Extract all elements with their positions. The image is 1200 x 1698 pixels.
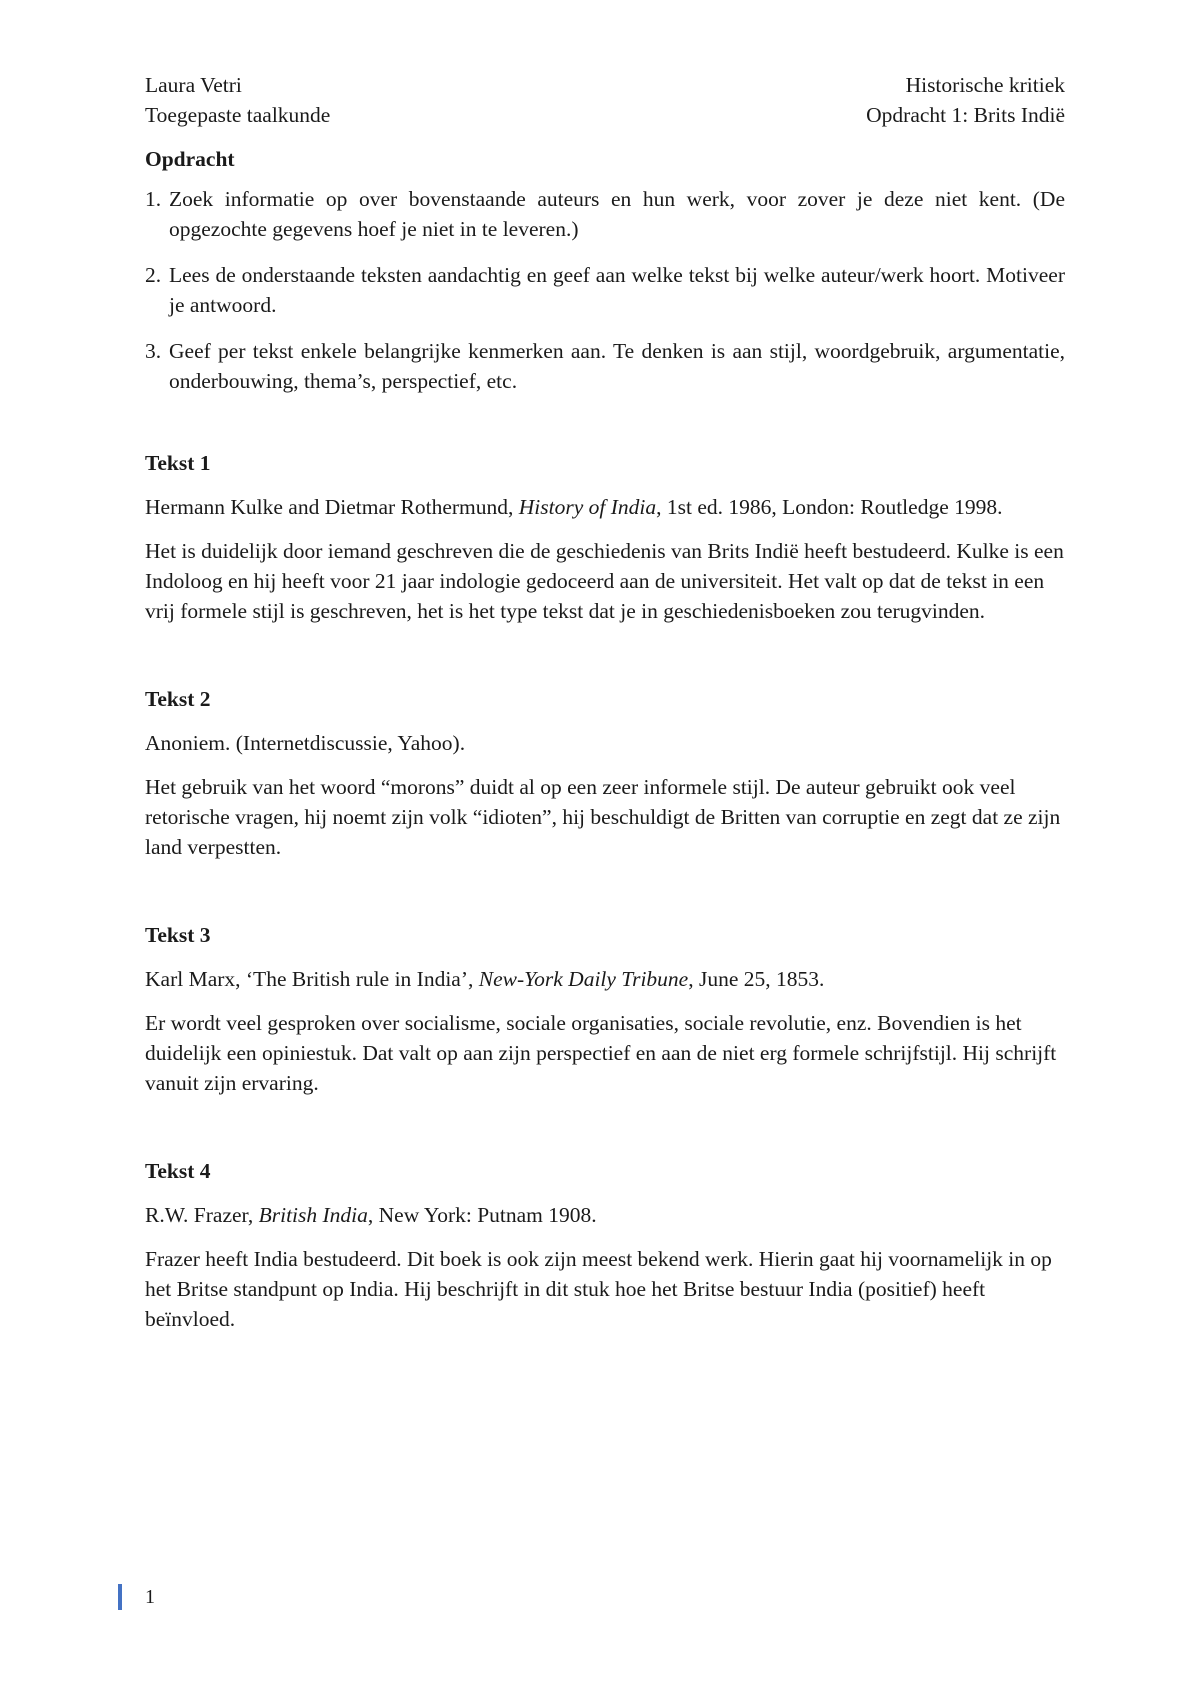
section-heading: Tekst 1 xyxy=(145,451,211,475)
page-content xyxy=(145,70,1065,1334)
subject-title: Historische kritiek xyxy=(905,73,1065,97)
assignment-item xyxy=(145,184,1065,244)
text-section-1 xyxy=(145,448,1065,626)
reference-title: History of India xyxy=(518,495,657,519)
item-number: 2. xyxy=(145,263,162,287)
section-body: Het is duidelijk door iemand geschreven die de geschiedenis van Brits Indië heeft bestudeerd. Kulke is een Indoloog en hij heeft voor 21 jaar indologie gedoceerd aan de universiteit. Het valt op dat de tekst in een vrij formele stijl is geschreven, het is het type tekst dat je in geschiedenisboeken zou terugvinden. xyxy=(145,539,1064,623)
reference-title: New-York Daily Tribune xyxy=(478,967,689,991)
page-header xyxy=(145,70,1065,130)
source-reference xyxy=(145,964,1065,994)
reference-title: British India xyxy=(258,1203,368,1227)
section-heading: Tekst 2 xyxy=(145,687,211,711)
section-body: Frazer heeft India bestudeerd. Dit boek is ook zijn meest bekend werk. Hierin gaat hij voornamelijk in op het Britse standpunt op India. Hij beschrijft in dit stuk hoe het Britse bestuur India (positief) heeft beïnvloed. xyxy=(145,1247,1052,1331)
source-reference xyxy=(145,1200,1065,1230)
assignment-title: Opdracht 1: Brits Indië xyxy=(866,103,1065,127)
reference-text: Hermann Kulke and Dietmar Rothermund, xyxy=(145,495,519,519)
reference-text: R.W. Frazer, xyxy=(145,1203,259,1227)
author-name: Laura Vetri xyxy=(145,73,242,97)
reference-text: Anoniem. (Internetdiscussie, Yahoo). xyxy=(145,731,466,755)
text-section-4 xyxy=(145,1156,1065,1334)
reference-text-end: , June 25, 1853. xyxy=(688,967,825,991)
header-right xyxy=(866,70,1065,130)
item-text: Zoek informatie op over bovenstaande auteurs en hun werk, voor zover je deze niet kent. (De opgezochte gegevens hoef je niet in te leveren.) xyxy=(169,187,1065,241)
assignment-heading: Opdracht xyxy=(145,147,235,171)
section-body: Er wordt veel gesproken over socialisme, sociale organisaties, sociale revolutie, enz. Bovendien is het duidelijk een opiniestuk. Dat valt op aan zijn perspectief en aan de niet erg formele schrijfstijl. Hij schrijft vanuit zijn ervaring. xyxy=(145,1011,1057,1095)
item-number: 1. xyxy=(145,187,162,211)
item-number: 3. xyxy=(145,339,162,363)
source-reference xyxy=(145,492,1065,522)
reference-text-end: , New York: Putnam 1908. xyxy=(367,1203,597,1227)
page-number: 1 xyxy=(145,1586,155,1608)
page-number-accent-bar xyxy=(118,1584,122,1610)
course-name: Toegepaste taalkunde xyxy=(145,103,331,127)
assignment-item xyxy=(145,336,1065,396)
item-text: Lees de onderstaande teksten aandachtig en geef aan welke tekst bij welke auteur/werk hoort. Motiveer je antwoord. xyxy=(169,263,1065,317)
reference-text: Karl Marx, ‘The British rule in India’, xyxy=(145,967,479,991)
text-section-3 xyxy=(145,920,1065,1098)
source-reference xyxy=(145,728,1065,758)
text-section-2 xyxy=(145,684,1065,862)
section-heading: Tekst 3 xyxy=(145,923,211,947)
item-text: Geef per tekst enkele belangrijke kenmerken aan. Te denken is aan stijl, woordgebruik, argumentatie, onderbouwing, thema’s, perspectief, etc. xyxy=(169,339,1065,393)
reference-text-end: , 1st ed. 1986, London: Routledge 1998. xyxy=(656,495,1003,519)
section-body: Het gebruik van het woord “morons” duidt al op een zeer informele stijl. De auteur gebruikt ook veel retorische vragen, hij noemt zijn volk “idioten”, hij beschuldigt de Britten van corruptie en zegt dat ze zijn land verpestten. xyxy=(145,775,1061,859)
assignment-list xyxy=(145,184,1065,396)
section-heading: Tekst 4 xyxy=(145,1159,211,1183)
header-left xyxy=(145,70,330,130)
assignment-item xyxy=(145,260,1065,320)
